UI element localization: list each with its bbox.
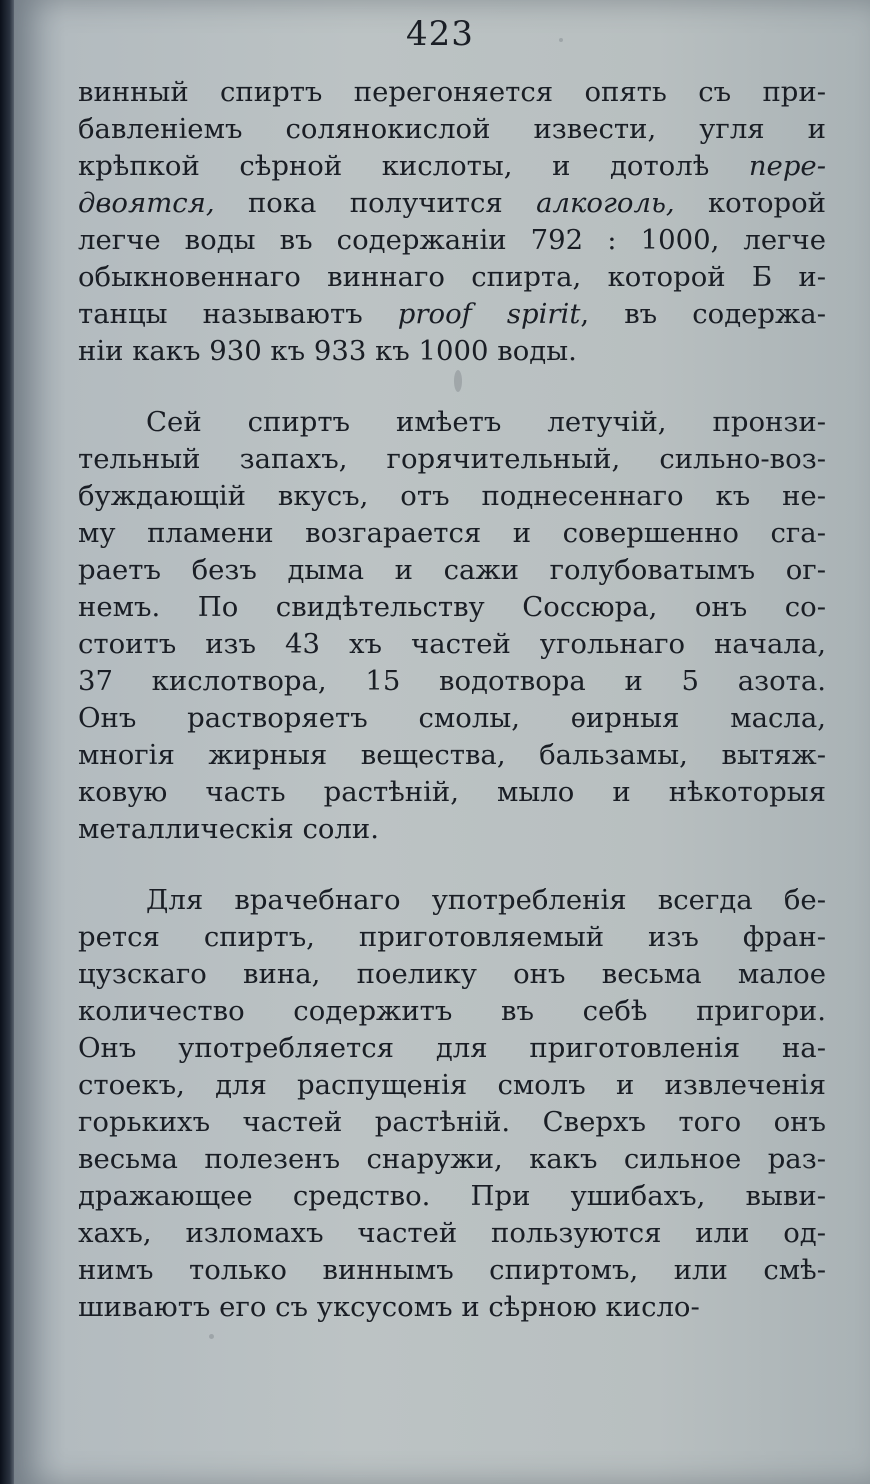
paper-stain (454, 370, 462, 392)
book-gutter (0, 0, 14, 1484)
paper-stain (559, 38, 563, 42)
text-line (78, 1252, 826, 1289)
text-line (78, 441, 826, 478)
text-line (78, 1030, 826, 1067)
text-segment: хахъ, изломахъ частей пользуются или од- (78, 1217, 826, 1249)
text-line (78, 222, 826, 259)
text-segment: немъ. По свидѣтельству Соссюра, онъ со- (78, 591, 826, 623)
text-segment: крѣпкой сѣрной кислоты, и дотолѣ (78, 150, 749, 182)
text-segment: обыкновеннаго виннаго спирта, которой Б и- (78, 261, 826, 293)
text-segment: раетъ безъ дыма и сажи голубоватымъ ог- (78, 554, 826, 586)
text-line (78, 626, 826, 663)
text-line (78, 552, 826, 589)
text-segment: которой (674, 187, 827, 219)
paragraph (78, 404, 826, 848)
text-line (78, 919, 826, 956)
text-segment: Для врачебнаго употребленія всегда бе- (146, 884, 826, 916)
text-line (78, 1289, 826, 1326)
text-segment: стоекъ, для распущенія смолъ и извлеченія (78, 1069, 826, 1101)
text-segment: многія жирныя вещества, бальзамы, вытяж- (78, 739, 826, 771)
text-line (78, 774, 826, 811)
text-segment: тельный запахъ, горячительный, сильно-воз- (78, 443, 826, 475)
text-line (78, 882, 826, 919)
italic-text: двоятся, (78, 187, 215, 219)
page-number: 423 (406, 14, 474, 54)
text-segment: Онъ растворяетъ смолы, ѳирныя масла, (78, 702, 826, 734)
text-line (78, 333, 826, 370)
text-segment: дражающее средство. При ушибахъ, выви- (78, 1180, 826, 1212)
text-segment: металлическія соли. (78, 813, 379, 845)
text-line (78, 1178, 826, 1215)
text-line (78, 700, 826, 737)
text-line (78, 404, 826, 441)
text-segment: ковую часть растѣній, мыло и нѣкоторыя (78, 776, 826, 808)
text-segment: буждающій вкусъ, отъ поднесеннаго къ не- (78, 480, 826, 512)
text-segment: нимъ только виннымъ спиртомъ, или смѣ- (78, 1254, 826, 1286)
text-segment: горькихъ частей растѣній. Сверхъ того онъ (78, 1106, 826, 1138)
text-segment: цузскаго вина, поелику онъ весьма малое (78, 958, 826, 990)
text-segment: танцы называютъ (78, 298, 398, 330)
text-line (78, 956, 826, 993)
text-line (78, 515, 826, 552)
text-line (78, 74, 826, 111)
text-segment: весьма полезенъ снаружи, какъ сильное раз- (78, 1143, 826, 1175)
text-segment: шиваютъ его съ уксусомъ и сѣрною кисло- (78, 1291, 700, 1323)
text-line (78, 259, 826, 296)
text-line (78, 1141, 826, 1178)
text-line (78, 1215, 826, 1252)
text-segment: стоитъ изъ 43 хъ частей угольнаго начала, (78, 628, 826, 660)
paragraph (78, 882, 826, 1326)
text-segment: рется спиртъ, приготовляемый изъ фран- (78, 921, 826, 953)
italic-text: пере- (748, 150, 826, 182)
text-line (78, 185, 826, 222)
text-segment: пока получится (214, 187, 537, 219)
italic-text: proof spirit (397, 298, 581, 330)
text-segment: му пламени возгарается и совершенно сга- (78, 517, 826, 549)
text-line (78, 148, 826, 185)
text-line (78, 993, 826, 1030)
text-line (78, 811, 826, 848)
text-line (78, 737, 826, 774)
text-segment: ніи какъ 930 къ 933 къ 1000 воды. (78, 335, 577, 367)
text-line (78, 589, 826, 626)
text-line (78, 296, 826, 333)
text-segment: Онъ употребляется для приготовленія на- (78, 1032, 826, 1064)
paragraph (78, 74, 826, 370)
paper-stain (209, 1334, 214, 1339)
text-segment: 37 кислотвора, 15 водотвора и 5 азота. (78, 665, 826, 697)
text-segment: Сей спиртъ имѣетъ летучій, пронзи- (146, 406, 826, 438)
text-line (78, 1067, 826, 1104)
text-line (78, 1104, 826, 1141)
text-segment: бавленіемъ солянокислой извести, угля и (78, 113, 826, 145)
text-segment: количество содержитъ въ себѣ пригори. (78, 995, 826, 1027)
text-line (78, 111, 826, 148)
text-segment: винный спиртъ перегоняется опять съ при- (78, 76, 826, 108)
text-segment: легче воды въ содержаніи 792 : 1000, легче (78, 224, 826, 256)
text-segment: , въ содержа- (580, 298, 826, 330)
text-line (78, 478, 826, 515)
italic-text: алкоголь, (536, 187, 675, 219)
text-line (78, 663, 826, 700)
